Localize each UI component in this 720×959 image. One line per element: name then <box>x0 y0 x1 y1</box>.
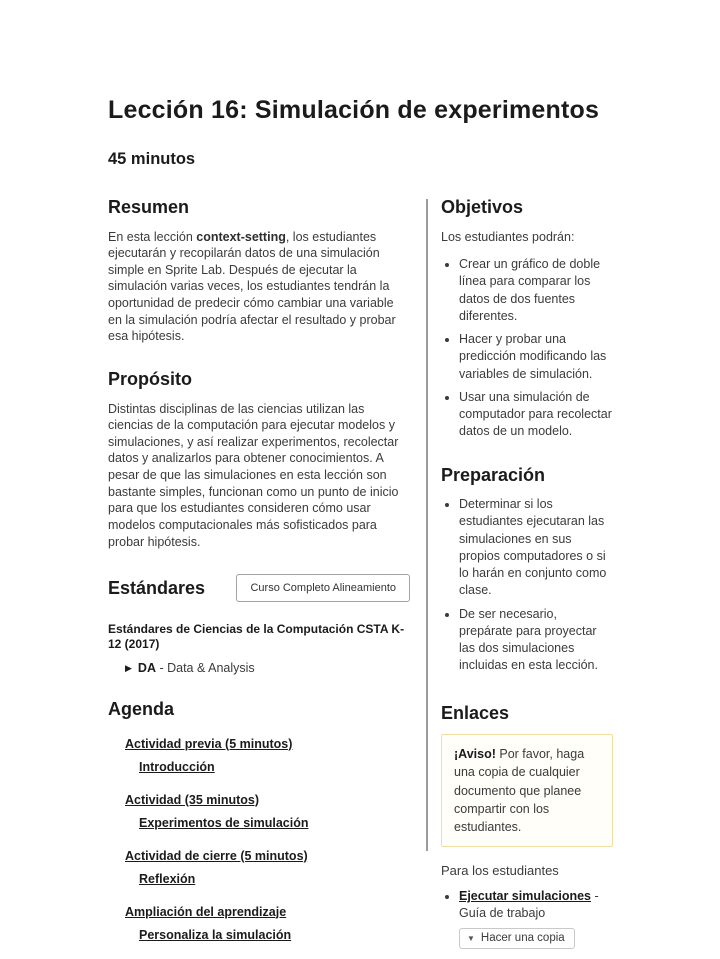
preparacion-heading: Preparación <box>441 464 546 485</box>
agenda-item-wrapup <box>125 847 410 888</box>
objetivo-item: • Crear un gráfico de doble línea para comparar los datos de dos fuentes diferentes. <box>459 256 613 325</box>
proposito-body: Distintas disciplinas de las ciencias utilizan las ciencias de la computación para ejecutar modelos y simulaciones, y así realizar experimentos, recolectar datos y analizarlos para obtener conocimientos. A pesar de que las simulaciones en esta lección son bastante simples, funcionan como un punto de inicio para que los estudiantes consideren cómo usar modelos computacionales más sofisticados para probar hipótesis. <box>108 401 399 549</box>
resumen-body-bold: context-setting <box>196 229 286 244</box>
standards-expander-text <box>138 661 255 675</box>
standards-expander-da[interactable] <box>108 661 410 675</box>
objetivos-heading: Objetivos <box>441 197 524 217</box>
agenda-sublink-introduccion[interactable]: Introducción <box>139 759 215 774</box>
student-resources-list <box>441 888 613 950</box>
section-preparacion <box>441 465 613 675</box>
two-column-layout <box>108 197 720 959</box>
standards-code: DA <box>137 660 156 675</box>
ejecutar-simulaciones-link[interactable]: Ejecutar simulaciones <box>459 888 592 903</box>
resumen-body <box>108 229 410 345</box>
resumen-body-suffix: , los estudiantes ejecutarán y recopilarán datos de una simulación simple en Sprite Lab. Después de ejecutar la simulación varias veces, los estudiantes tendrán la oportunidad de predecir cómo cambiar una variable en la simulación podría afectar el resultado y probar esa hipótesis. <box>108 229 396 344</box>
objetivo-item: • Hacer y probar una predicción modificando las variables de simulación. <box>459 331 613 383</box>
aviso-label: ¡Aviso! <box>454 747 496 762</box>
agenda-link-actividad[interactable]: Actividad (35 minutos) <box>125 792 260 807</box>
agenda-sublink-reflexion[interactable]: Reflexión <box>139 871 196 886</box>
preparacion-item: • De ser necesario, prepárate para proyectar las dos simulaciones incluidas en esta lección. <box>459 606 613 675</box>
agenda-link-actividad-cierre[interactable]: Actividad de cierre (5 minutos) <box>125 848 308 863</box>
agenda-sublink-experimentos[interactable]: Experimentos de simulación <box>139 815 309 830</box>
section-agenda <box>108 699 410 944</box>
objetivos-list <box>441 256 613 441</box>
resumen-heading: Resumen <box>108 197 190 217</box>
right-column <box>441 197 613 955</box>
estandares-header-row <box>108 578 410 610</box>
para-los-estudiantes-label: Para los estudiantes <box>441 862 559 878</box>
agenda-sublink-personaliza[interactable]: Personaliza la simulación <box>139 927 292 942</box>
copy-button-label: Hacer una copia <box>480 932 565 945</box>
enlaces-heading: Enlaces <box>441 702 510 723</box>
column-divider <box>426 199 428 851</box>
section-estandares <box>108 578 410 675</box>
agenda-heading: Agenda <box>108 698 175 719</box>
agenda-sub-personaliza <box>125 926 410 944</box>
aviso-callout <box>441 734 613 847</box>
resource-item <box>459 888 613 950</box>
agenda-link-ampliacion[interactable]: Ampliación del aprendizaje <box>125 904 287 919</box>
agenda-sub-introduccion <box>125 758 410 776</box>
preparacion-item: • Determinar si los estudiantes ejecutaran las simulaciones en sus propios computadores o si lo harán en conjunto como clase. <box>459 496 613 600</box>
objetivo-item: • Usar una simulación de computador para recolectar datos de un modelo. <box>459 389 613 441</box>
agenda-sub-reflexion <box>125 870 410 888</box>
lesson-duration: 45 minutos <box>108 150 196 168</box>
standards-framework-label: Estándares de Ciencias de la Computación CSTA K-12 (2017) <box>108 621 405 652</box>
section-resumen <box>108 197 410 345</box>
objetivos-intro: Los estudiantes podrán: <box>441 229 575 244</box>
section-objetivos <box>441 197 613 441</box>
triangle-right-icon: ▶ <box>125 662 132 673</box>
left-column <box>108 197 410 959</box>
preparacion-list <box>441 496 613 675</box>
agenda-item-warmup <box>125 735 410 776</box>
aviso-text: Por favor, haga una copia de cualquier documento que planee compartir con los estudiantes. <box>454 747 585 834</box>
resumen-body-prefix: En esta lección <box>108 229 197 244</box>
page-title: Lección 16: Simulación de experimentos <box>108 96 600 124</box>
triangle-down-icon: ▼ <box>467 933 475 943</box>
agenda-link-actividad-previa[interactable]: Actividad previa (5 minutos) <box>125 736 293 751</box>
full-course-alignment-button[interactable]: Curso Completo Alineamiento <box>236 574 410 602</box>
agenda-sub-experimentos <box>125 814 410 832</box>
estandares-heading: Estándares <box>108 578 206 599</box>
resource-desc: - Guía de trabajo <box>459 888 599 921</box>
agenda-list <box>108 735 410 944</box>
agenda-item-activity <box>125 791 410 832</box>
standards-desc: - Data & Analysis <box>159 660 255 675</box>
section-enlaces <box>441 703 613 950</box>
agenda-item-extension <box>125 903 410 944</box>
section-proposito <box>108 369 410 550</box>
proposito-heading: Propósito <box>108 368 192 389</box>
